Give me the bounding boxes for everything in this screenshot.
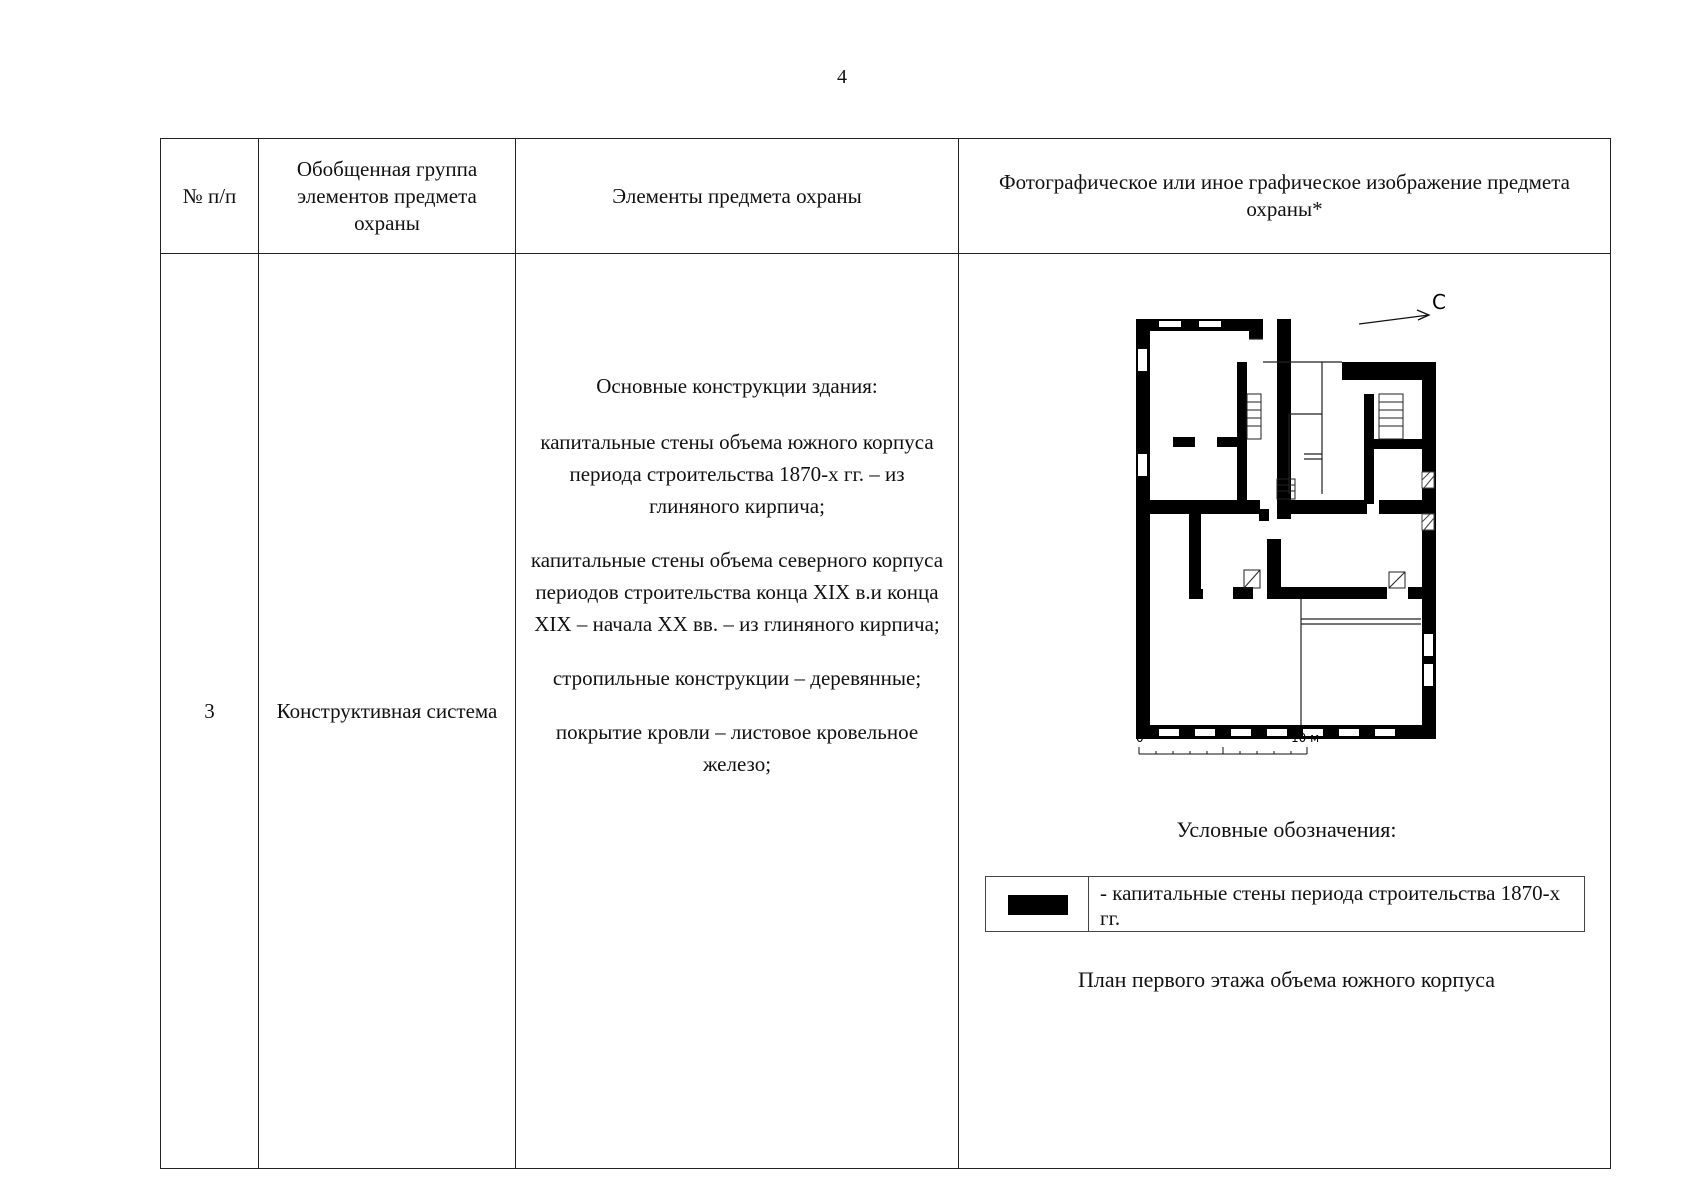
- row-group: Конструктивная система: [259, 254, 516, 1169]
- header-group: Обобщенная группа элементов предмета охраны: [259, 139, 516, 254]
- plan-caption: План первого этажа объема южного корпуса: [1077, 967, 1495, 992]
- scale-end: 10 м: [1291, 731, 1320, 745]
- element-item: стропильные конструкции – деревянные;: [552, 666, 922, 690]
- element-item: капитальные стены объема южного корпуса периода строительства 1870-х гг. – из глиняного кирпича;: [540, 430, 934, 518]
- walls-1870s: [1136, 319, 1436, 739]
- partitions: [1249, 339, 1421, 725]
- table-header-row: [161, 139, 1611, 254]
- row-number: 3: [161, 254, 259, 1169]
- header-image: Фотографическое или иное графическое изображение предмета охраны*: [959, 139, 1611, 254]
- element-item: капитальные стены объема северного корпуса периодов строительства конца XIX в.и конца XIX – начала XX вв. – из глиняного кирпича;: [530, 548, 944, 636]
- image-area: [959, 254, 1614, 1052]
- legend-swatch: [1008, 895, 1068, 915]
- page-number: 4: [837, 66, 847, 88]
- row-elements: [516, 254, 959, 1169]
- scale-bar: [1139, 747, 1307, 754]
- row-image: [959, 254, 1611, 1169]
- legend-title: Условные обозначения:: [1176, 817, 1397, 842]
- north-label: С: [1432, 290, 1446, 314]
- protection-table: [160, 138, 1611, 1169]
- legend-swatch-cell: [986, 877, 1089, 931]
- table-row: [161, 254, 1611, 1169]
- elements-heading: Основные конструкции здания:: [596, 374, 878, 398]
- floor-plan: [959, 254, 1614, 814]
- legend: [985, 876, 1585, 932]
- header-elements: Элементы предмета охраны: [516, 139, 959, 254]
- legend-item-text: - капитальные стены периода строительства 1870-х гг.: [1100, 881, 1561, 930]
- header-number: № п/п: [161, 139, 259, 254]
- north-arrow-icon: [1359, 310, 1429, 324]
- scale-zero: 0: [1136, 731, 1144, 745]
- elements-list: [524, 370, 950, 780]
- element-item: покрытие кровли – листовое кровельное железо;: [555, 720, 919, 776]
